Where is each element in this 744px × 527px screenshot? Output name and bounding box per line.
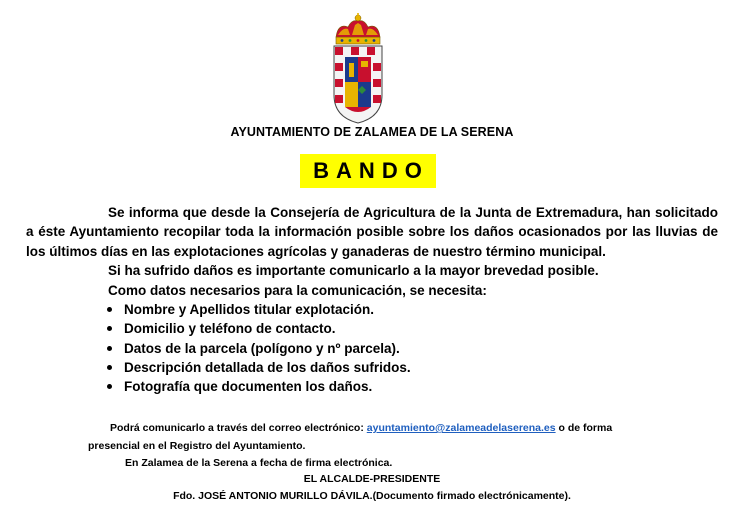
list-item: Nombre y Apellidos titular explotación. [26, 300, 718, 319]
list-item: Domicilio y teléfono de contacto. [26, 319, 718, 338]
list-item: Datos de la parcela (polígono y nº parcela). [26, 339, 718, 358]
signer-role: EL ALCALDE-PRESIDENTE [303, 473, 441, 485]
bullet-icon [107, 384, 112, 389]
bullet-icon [107, 346, 112, 351]
bullet-icon [107, 326, 112, 331]
requirements-list [26, 300, 718, 396]
list-item: Descripción detallada de los daños sufridos. [26, 358, 718, 377]
contact-suffix: o de forma [558, 422, 613, 434]
signature-line: Fdo. JOSÉ ANTONIO MURILLO DÁVILA.(Documento firmado electrónicamente). [173, 490, 571, 502]
contact-prefix: Podrá comunicarlo a través del correo electrónico: [110, 422, 364, 434]
document-title: BANDO [300, 154, 436, 188]
municipal-coat-of-arms [328, 13, 388, 125]
organization-heading: AYUNTAMIENTO DE ZALAMEA DE LA SERENA [230, 125, 514, 139]
intro-paragraph: Se informa que desde la Consejería de Agricultura de la Junta de Extremadura, han solicitado a éste Ayuntamiento recopilar toda la información posible sobre los daños ocasionados por las lluvias de los últimos días en las explotaciones agrícolas y ganaderas de nuestro término municipal. [26, 205, 718, 259]
contact-line-2: presencial en el Registro del Ayuntamiento. [88, 440, 306, 452]
list-item: Fotografía que documenten los daños. [26, 377, 718, 396]
contact-line [110, 422, 612, 434]
crown-icon [336, 13, 380, 44]
announcement-body [26, 203, 718, 397]
urgency-paragraph: Si ha sufrido daños es importante comunicarlo a la mayor brevedad posible. [108, 263, 599, 279]
email-link[interactable]: ayuntamiento@zalameadelaserena.es [366, 422, 556, 434]
requirements-intro: Como datos necesarios para la comunicación, se necesita: [108, 282, 487, 298]
bullet-icon [107, 365, 112, 370]
bullet-icon [107, 307, 112, 312]
place-date: En Zalamea de la Serena a fecha de firma electrónica. [125, 457, 393, 469]
